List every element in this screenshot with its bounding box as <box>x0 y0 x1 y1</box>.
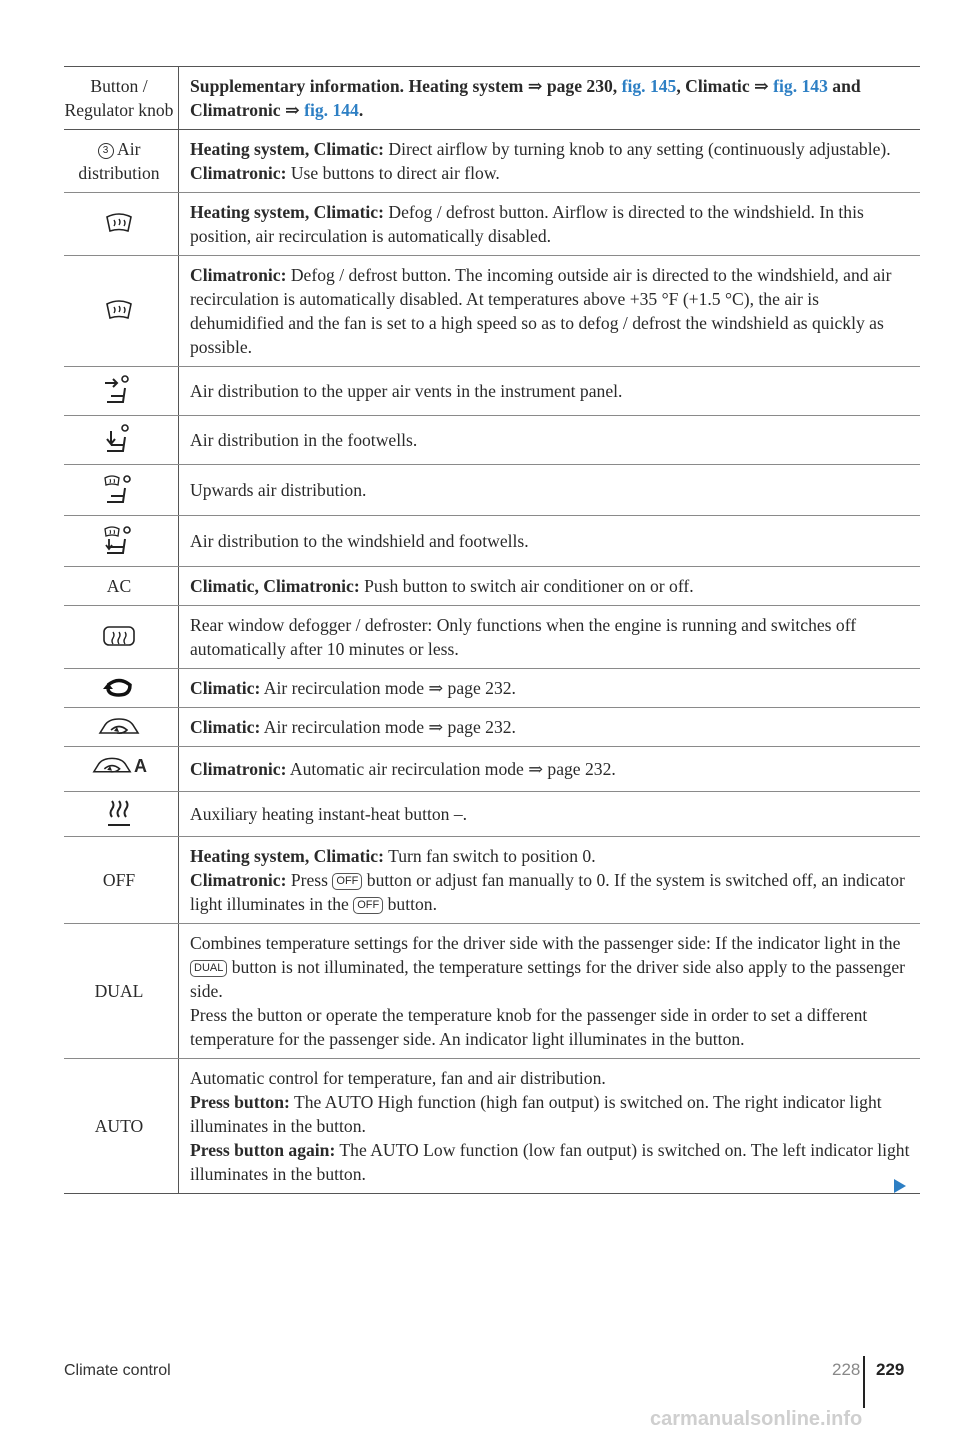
heading-span: Press button again: <box>190 1140 336 1160</box>
icon-cell <box>64 669 179 708</box>
text-span: Automatic air recirculation mode ⇒ page 232. <box>286 759 616 779</box>
table-row <box>64 924 920 1059</box>
table-row <box>64 130 920 193</box>
table-row <box>64 747 920 792</box>
footwells-desc: Air distribution in the footwells. <box>179 416 921 465</box>
table-row <box>64 567 920 606</box>
controls-table <box>64 66 920 1194</box>
heading-span: Climatronic: <box>190 870 287 890</box>
text-span: Push button to switch air conditioner on or off. <box>359 576 694 596</box>
text-span: Press <box>286 870 333 890</box>
recirculation-icon <box>102 677 136 699</box>
heading-span: Heating system, Climatic: <box>190 139 384 159</box>
continued-arrow-icon <box>892 1178 908 1194</box>
recirc-auto-desc <box>179 747 921 792</box>
table-header-row <box>64 67 920 130</box>
text-span: Use buttons to direct air flow. <box>286 163 500 183</box>
table-row <box>64 193 920 256</box>
heading-span: Climatronic: <box>190 265 287 285</box>
table-row <box>64 669 920 708</box>
text-span: Direct airflow by turning knob to any setting (continuously adjustable). <box>383 139 891 159</box>
table-row <box>64 606 920 669</box>
table-row <box>64 465 920 516</box>
heading-span: Climatronic: <box>190 759 287 779</box>
text-span: Defog / defrost button. Airflow is directed to the windshield. In this position, air recirculation is automatically disabled. <box>190 202 864 246</box>
table-row <box>64 256 920 367</box>
air-upwards-icon <box>103 472 135 508</box>
header-text-4: . <box>358 100 364 120</box>
auto-letter: A <box>134 756 147 776</box>
auto-recirculation-icon <box>91 754 147 778</box>
recirc-desc-1 <box>179 669 921 708</box>
text-span: Combines temperature settings for the driver side with the passenger side: If the indicator light in the <box>190 933 901 953</box>
dual-key-symbol: DUAL <box>190 960 227 977</box>
upper-vents-desc: Air distribution to the upper air vents in the instrument panel. <box>179 367 921 416</box>
upwards-desc: Upwards air distribution. <box>179 465 921 516</box>
ac-desc <box>179 567 921 606</box>
fig-144-link[interactable]: fig. 144 <box>304 100 359 120</box>
off-label: OFF <box>64 837 179 924</box>
text-span: Air recirculation mode ⇒ page 232. <box>260 717 516 737</box>
recirculation-car-icon <box>97 715 141 739</box>
ac-label: AC <box>64 567 179 606</box>
heading-span: Heating system, Climatic: <box>190 202 384 222</box>
icon-cell <box>64 193 179 256</box>
auto-desc <box>179 1059 921 1194</box>
air-distribution-label-cell <box>64 130 179 193</box>
header-text-2: , Climatic ⇒ <box>676 76 774 96</box>
car-outline-icon <box>91 754 133 778</box>
text-span: The AUTO High function (high fan output) is switched on. The right indicator light illuminates in the button. <box>190 1092 882 1136</box>
auto-label: AUTO <box>64 1059 179 1194</box>
text-span: Press the button or operate the temperature knob for the passenger side in order to set a different temperature for the passenger side. An indicator light illuminates in the button. <box>190 1005 868 1049</box>
fig-143-link[interactable]: fig. 143 <box>773 76 828 96</box>
header-col2 <box>179 67 921 130</box>
table-row <box>64 708 920 747</box>
text-span: button is not illuminated, the temperature settings for the driver side also apply to the passenger side. <box>190 957 906 1001</box>
dual-label: DUAL <box>64 924 179 1059</box>
rear-window-defogger-icon <box>101 624 137 650</box>
text-span: Defog / defrost button. The incoming outside air is directed to the windshield, and air recirculation is automatically disabled. At temperatures above +35 °F (+1.5 °C), the air is dehumidified and the fan is set to a high speed so as to defog / defrost the windshield as quickly as possible. <box>190 265 892 357</box>
heading-span: Climatic, Climatronic: <box>190 576 360 596</box>
off-key-symbol: OFF <box>353 897 383 914</box>
icon-cell <box>64 516 179 567</box>
rear-defog-desc: Rear window defogger / defroster: Only functions when the engine is running and switches off automatically after 10 minutes or less. <box>179 606 921 669</box>
air-footwell-icon <box>103 423 135 457</box>
header-text-1: Supplementary information. Heating system ⇒ page 230, <box>190 76 622 96</box>
text-span: button or adjust fan manually to 0. If the system is switched off, an indicator light illuminates in the <box>190 870 905 914</box>
table-row <box>64 792 920 837</box>
table-row <box>64 367 920 416</box>
icon-cell <box>64 708 179 747</box>
air-windshield-footwell-icon <box>103 523 135 559</box>
icon-cell <box>64 606 179 669</box>
fig-145-link[interactable]: fig. 145 <box>621 76 677 96</box>
heading-span: Climatic: <box>190 717 261 737</box>
air-upper-vents-icon <box>103 374 135 408</box>
table-row <box>64 837 920 924</box>
icon-cell <box>64 465 179 516</box>
table-row <box>64 416 920 465</box>
heading-span: Climatronic: <box>190 163 287 183</box>
text-span: The AUTO Low function (low fan output) is switched on. The left indicator light illuminates in the button. <box>190 1140 910 1184</box>
header-col1: Button / Regulator knob <box>64 67 179 130</box>
header-text-3: and Climatronic ⇒ <box>190 76 861 120</box>
icon-cell <box>64 256 179 367</box>
table-row <box>64 1059 920 1194</box>
aux-heat-desc: Auxiliary heating instant-heat button –. <box>179 792 921 837</box>
page-number-left: 228 <box>832 1360 861 1379</box>
air-distribution-desc <box>179 130 921 193</box>
watermark: carmanualsonline.info <box>650 1408 863 1430</box>
windshield-defrost-icon <box>104 211 134 237</box>
text-span: Turn fan switch to position 0. <box>383 846 596 866</box>
text-span: Air recirculation mode ⇒ page 232. <box>260 678 516 698</box>
table-row <box>64 516 920 567</box>
off-key-symbol: OFF <box>332 873 362 890</box>
defrost-desc-2 <box>179 256 921 367</box>
icon-cell <box>64 792 179 837</box>
page-number-right: 229 <box>876 1360 905 1379</box>
text-span: button. <box>383 894 437 914</box>
page-divider <box>863 1356 865 1408</box>
heading-span: Press button: <box>190 1092 290 1112</box>
heading-span: Heating system, Climatic: <box>190 846 384 866</box>
windshield-defrost-icon <box>104 298 134 324</box>
section-title: Climate control <box>64 1362 171 1379</box>
icon-cell <box>64 747 179 792</box>
icon-cell <box>64 416 179 465</box>
defrost-desc-1 <box>179 193 921 256</box>
icon-cell <box>64 367 179 416</box>
recirc-desc-2 <box>179 708 921 747</box>
heading-span: Climatic: <box>190 678 261 698</box>
dual-desc <box>179 924 921 1059</box>
text-span: Automatic control for temperature, fan and air distribution. <box>190 1068 606 1088</box>
auxiliary-heating-icon <box>106 799 132 829</box>
off-desc <box>179 837 921 924</box>
callout-number: 3 <box>98 143 114 159</box>
windshield-footwells-desc: Air distribution to the windshield and footwells. <box>179 516 921 567</box>
air-distribution-label: Air distribution <box>78 139 160 183</box>
